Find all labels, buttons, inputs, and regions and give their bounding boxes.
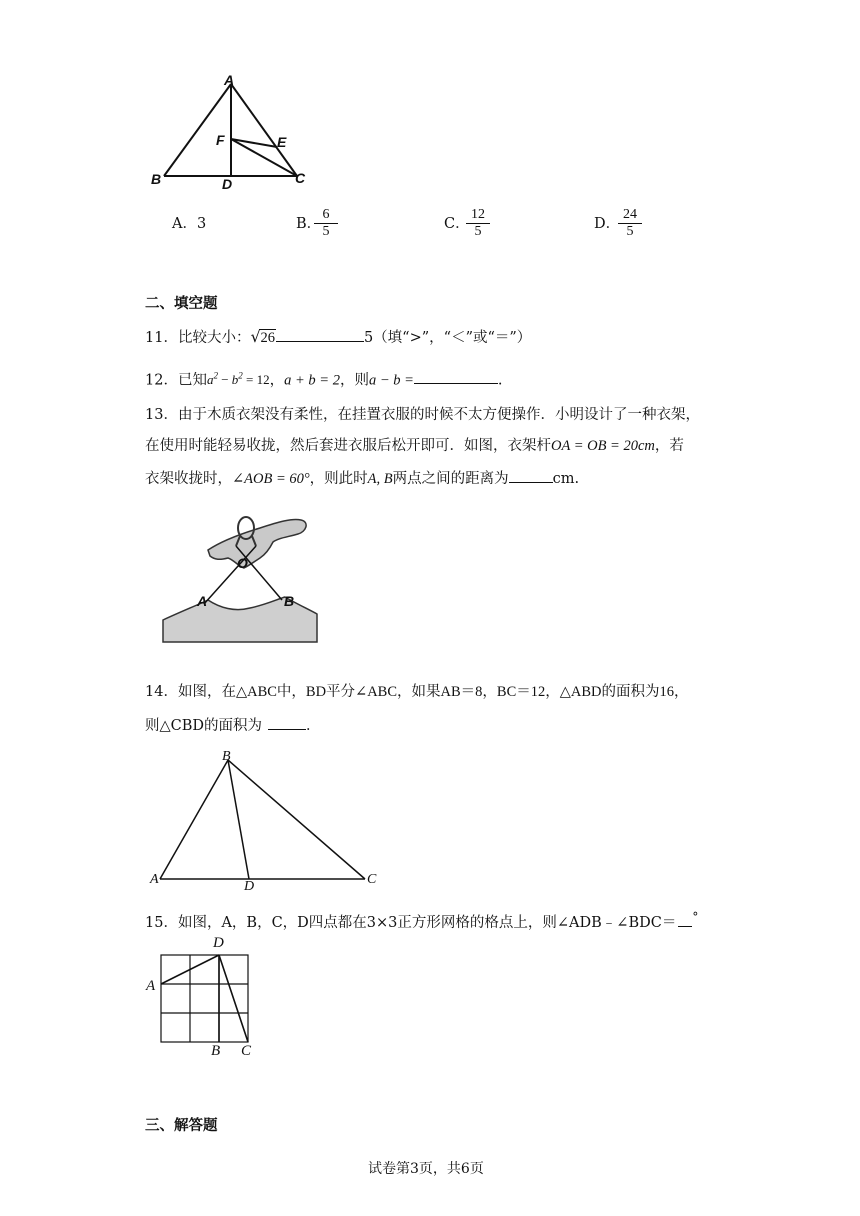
q12-text1: 已知 — [177, 372, 207, 389]
question-14-line-2 — [145, 715, 321, 736]
q13-number: 13． — [145, 407, 178, 423]
q14-label-d: D — [244, 879, 255, 894]
q11-number: 11． — [145, 330, 178, 346]
page-footer: 试卷第3页，共6页 — [368, 1161, 484, 1177]
q11-answer-blank[interactable] — [276, 327, 364, 342]
q13-answer-blank[interactable] — [509, 468, 553, 483]
q15-label-c: C — [241, 1043, 252, 1059]
q14-number: 14． — [145, 684, 178, 700]
q13-line3-a: 衣架收拢时， — [145, 471, 232, 487]
q13-line2-b: ，若 — [654, 438, 684, 454]
q15-label-b: B — [211, 1043, 221, 1059]
section-title-fill-blank: 二、填空题 — [145, 296, 218, 312]
q15-number: 15． — [145, 914, 178, 931]
q12-sep2: ，则 — [339, 372, 369, 389]
var-b: b — [231, 372, 239, 388]
q10-label-a: A — [224, 72, 235, 88]
minus: − — [217, 372, 232, 388]
q13-label-a: A — [197, 593, 208, 609]
question-12 — [145, 366, 503, 390]
q11-after-blank: 5（填“>”，“＜”或“＝”） — [363, 330, 532, 346]
question-14-line-1 — [145, 682, 689, 702]
q14-label-b: B — [222, 749, 231, 764]
q13-label-o: O — [237, 555, 248, 571]
fraction-denominator: 5 — [322, 224, 330, 239]
q13-unit: cm — [552, 471, 575, 487]
q10-option-a — [172, 214, 206, 234]
section-title-solutions: 三、解答题 — [145, 1118, 218, 1134]
q13-line3-b: ，则此时 — [309, 471, 368, 487]
q14-label-a: A — [150, 872, 159, 887]
q12-end: . — [497, 372, 503, 389]
question-13-line-3 — [145, 468, 579, 489]
radical-sign: √ — [250, 327, 261, 346]
question-15 — [145, 907, 698, 933]
q13-line3-pts: A, B — [367, 471, 393, 487]
q14-label-c: C — [367, 872, 377, 887]
q11-prefix: 比较大小： — [177, 330, 251, 346]
fraction-denominator: 5 — [626, 224, 634, 239]
q13-line3-c: 两点之间的距离为 — [392, 471, 509, 487]
q10-option-d-letter: D． — [594, 216, 621, 232]
q10-option-b-letter: B． — [296, 216, 322, 232]
q12-number: 12． — [145, 372, 178, 389]
q12-answer-blank[interactable] — [414, 369, 498, 384]
fraction-numerator: 6 — [314, 207, 338, 224]
q12-expr3: a − b = — [368, 372, 414, 389]
q12-expr1 — [207, 372, 270, 387]
q11-radicand: 26 — [260, 330, 275, 346]
q13-line2-a: 在使用时能轻易收拢，然后套进衣服后松开即可．如图，衣架杆 — [145, 438, 551, 454]
q10-option-d-fraction — [618, 207, 642, 240]
q10-label-f: F — [216, 132, 225, 148]
var-a: a — [206, 372, 214, 388]
q13-line3-expr: ∠AOB = 60° — [232, 471, 310, 487]
q14-end: ． — [306, 718, 321, 734]
q12-expr2: a + b = 2 — [284, 372, 340, 389]
q10-label-d: D — [222, 176, 233, 192]
question-11 — [145, 327, 531, 348]
eq-12: = 12 — [242, 372, 270, 388]
q14-triangle-figure — [150, 748, 390, 890]
question-13-line-1 — [145, 405, 700, 425]
q10-option-c-letter: C． — [444, 216, 470, 232]
q14-answer-blank[interactable] — [268, 715, 306, 730]
fraction-numerator: 24 — [618, 207, 642, 224]
q15-label-a: A — [146, 978, 156, 994]
q15-answer-blank[interactable] — [678, 912, 692, 927]
option-a-letter: A． — [172, 216, 197, 232]
q15-text: 如图，A，B，C，D四点都在3×3正方形网格的格点上，则∠ADB﹣∠BDC＝ — [177, 914, 677, 931]
q13-label-b: B — [284, 593, 295, 609]
q12-sep1: ， — [269, 372, 285, 389]
fraction-denominator: 5 — [474, 224, 482, 239]
q14-line1: 如图，在△ABC中，BD平分∠ABC，如果AB＝8，BC＝12，△ABD的面积为16， — [177, 684, 689, 700]
question-13-line-2 — [145, 436, 684, 456]
q13-line2-expr: OA = OB = 20cm — [551, 438, 655, 454]
q15-label-d: D — [213, 935, 224, 951]
option-a-value: 3 — [196, 216, 207, 232]
q10-option-b-fraction — [314, 207, 338, 240]
q14-line2: 则△CBD的面积为 — [145, 718, 263, 734]
q13-end: . — [574, 471, 580, 487]
exp-2: 2 — [238, 371, 243, 381]
q10-label-c: C — [295, 170, 306, 186]
exp-2: 2 — [213, 371, 218, 381]
q15-end: ° — [692, 910, 699, 924]
q10-option-c-fraction — [466, 207, 490, 240]
q13-line1: 由于木质衣架没有柔性，在挂置衣服的时候不太方便操作．小明设计了一种衣架， — [177, 407, 700, 423]
sqrt-expression — [250, 328, 276, 348]
q10-label-e: E — [277, 134, 287, 150]
q10-label-b: B — [151, 171, 162, 187]
q13-hanger-figure — [160, 508, 322, 650]
fraction-numerator: 12 — [466, 207, 490, 224]
q15-grid-figure — [150, 945, 260, 1055]
